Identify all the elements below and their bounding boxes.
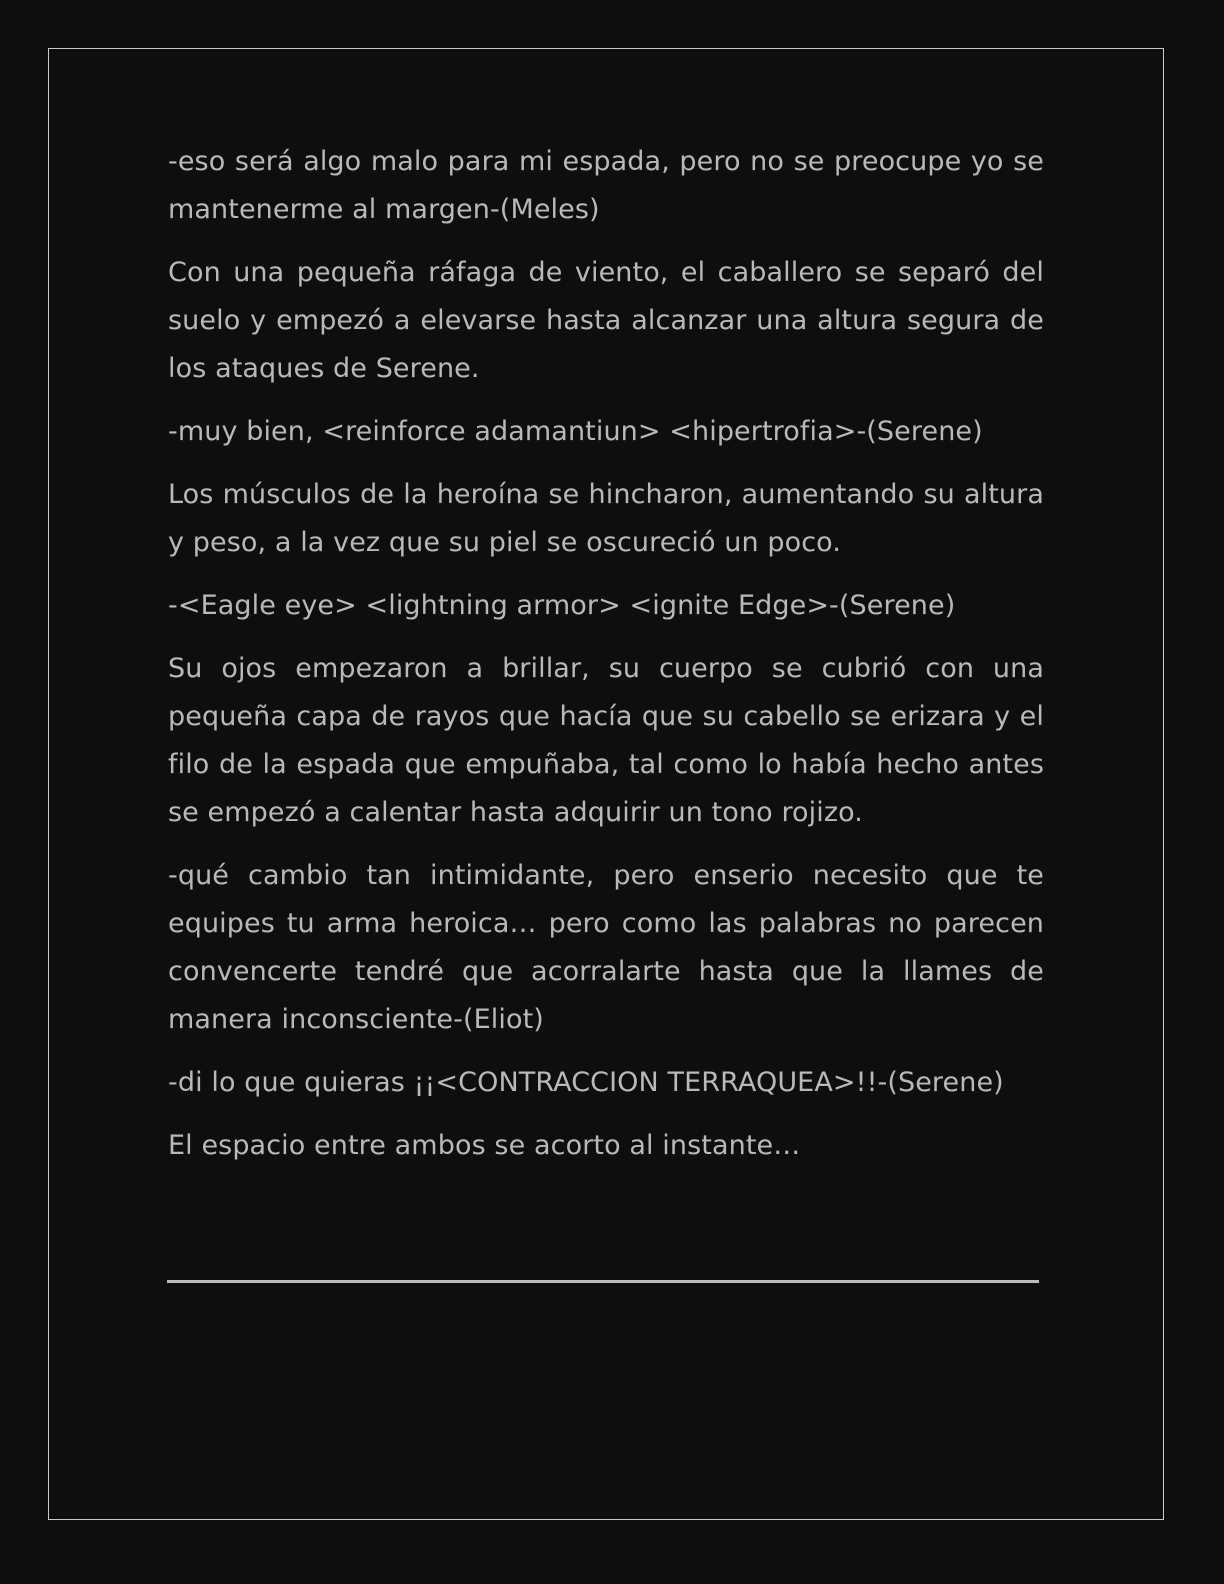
paragraph-3: -muy bien, <reinforce adamantiun> <hipertrofia>-(Serene) [168, 416, 983, 447]
paragraph-4: Los músculos de la heroína se hincharon, aumentando su altura y peso, a la vez que su piel se oscureció un poco. [168, 479, 1044, 558]
paragraph-6: Su ojos empezaron a brillar, su cuerpo se cubrió con una pequeña capa de rayos que hacía que su cabello se erizara y el filo de la espada que empuñaba, tal como lo había hecho antes se empezó a calentar hasta adquirir un tono rojizo. [168, 653, 1044, 828]
paragraph-9: El espacio entre ambos se acorto al instante… [168, 1130, 801, 1161]
paragraph-5: -<Eagle eye> <lightning armor> <ignite Edge>-(Serene) [168, 590, 956, 621]
section-divider [167, 1280, 1039, 1283]
document-body [168, 138, 1044, 1170]
paragraph-7: -qué cambio tan intimidante, pero enserio necesito que te equipes tu arma heroica… pero como las palabras no parecen convencerte tendré que acorralarte hasta que la llames de manera inconsciente-(Eliot) [168, 860, 1044, 1035]
paragraph-2: Con una pequeña ráfaga de viento, el caballero se separó del suelo y empezó a elevarse hasta alcanzar una altura segura de los ataques de Serene. [168, 257, 1044, 384]
paragraph-1: -eso será algo malo para mi espada, pero no se preocupe yo se mantenerme al margen-(Meles) [168, 146, 1044, 225]
paragraph-8: -di lo que quieras ¡¡<CONTRACCION TERRAQUEA>!!-(Serene) [168, 1067, 1004, 1098]
